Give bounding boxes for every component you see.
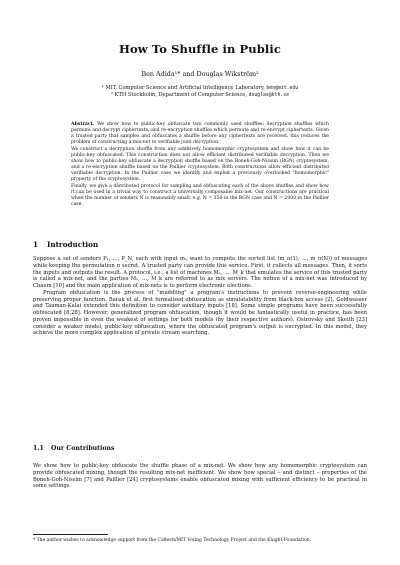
abstract-text: We show how to public-key obfuscate two commonly used shuffles: decryption shuffles which permute and decrypt ciphertexts, and re-encryption shuffles which permute and re-encrypt ciphertexts. Given a trusted party that samples and obfuscates a shuffle before any ciphertexts are received, this reduces the problem of constructing a mix-net to verifiable joint decryption.: [71, 122, 329, 146]
section-title: Introduction: [47, 240, 99, 249]
affiliation-2-email: douglas@kth.se: [248, 93, 290, 98]
introduction-body: [33, 256, 367, 337]
contributions-body: [33, 463, 367, 490]
abstract-label: Abstract.: [71, 122, 95, 127]
affiliation-1-text: ¹ MIT, Computer Science and Artificial Intelligence Laboratory,: [101, 85, 265, 91]
paper-title: How To Shuffle in Public: [119, 42, 281, 56]
body-paragraph: Suppose a set of senders P₁, ..., P_N, each with input mᵢ, want to compute the sorted list (m_π(1), ..., m_π(N)) of messages while keeping the permutation π secret. A trusted party can provide this service. First, it collects all messages. Then, it sorts the inputs and outputs the result. A protocol, i.e., a list of machines M₁, ..., M_k that emulates the service of this trusted party is called a mix-net, and the parties M₁, ..., M_k are referred to as mix servers. The notion of a mix-net was introduced by Chaum [10] and the main application of mix-nets is to perform electronic elections.: [33, 256, 367, 289]
affiliation-2: [0, 92, 400, 100]
affiliation-2-text: ² KTH Stockholm, Department of Computer Science,: [110, 92, 247, 98]
affiliation-1-email: ben@mit.edu: [266, 86, 299, 91]
body-paragraph: Program obfuscation is the process of "muddling" a program's instructions to prevent reverse-engineering while preserving proper function. Barak et al. first formalized obfuscation as simulatability from black-box access [2]. Goldwasser and Tauman-Kalai extended this definition to consider auxiliary inputs [18]. Some simple programs have been successfully obfuscated [8,28]. However, generalized program obfuscation, though it would be fantastically useful in practice, has been proven impossible in even the weakest of settings for both models (by their respective authors). Ostrovsky and Skeith [23] consider a weaker model, public-key obfuscation, where the obfuscated program's output is encrypted. In this model, they achieve the more complex application of private stream searching.: [33, 289, 367, 337]
subsection-heading: [33, 445, 114, 452]
subsection-number: 1.1: [33, 445, 44, 452]
paper-authors: Ben Adida¹* and Douglas Wikström²: [141, 70, 259, 78]
body-paragraph: We show how to public-key obfuscate the shuffle phase of a mix-net. We show how any homomorphic cryptosystem can provide obfuscated mixing, though the resulting mix-net inefficient. We show how special – and distinct – properties of the Boneh-Goh-Nissim [7] and Paillier [24] cryptosystems enable obfuscated mixing with sufficient efficiency to be practical in some settings.: [33, 463, 367, 490]
abstract-paragraph: We construct a decryption shuffle from any additively homomorphic cryptosystem and show how it can be public-key obfuscated. This construction does not allow efficient distributed verifiable decryption. Then we show how to public-key obfuscate a decryption shuffle based on the Boneh-Goh-Nissim (BGN) cryptosystem, and a re-encryption shuffle based on the Paillier cryptosystem. Both constructions allow efficient distributed verifiable decryption. In the Paillier case we identify and exploit a previously overlooked "homomorphic" property of the cryptosystem.: [71, 146, 329, 183]
abstract: [71, 122, 329, 208]
footnote-rule: [33, 534, 108, 535]
section-number: 1: [33, 240, 39, 249]
abstract-paragraph: Finally, we give a distributed protocol for sampling and obfuscating each of the above shuffles and show how it can be used in a trivial way to construct a universally composable mix-net. Our constructions are practical when the number of senders N is reasonably small, e.g. N = 350 in the BGN case and N = 2000 in the Paillier case.: [71, 183, 329, 208]
section-heading: [33, 240, 98, 249]
footnote: * The author wishes to acknowledge support from the Caltech/MIT Voting Technology Project and the Knight Foundation.: [33, 538, 312, 543]
subsection-title: Our Contributions: [51, 445, 115, 452]
abstract-paragraph: [71, 122, 329, 147]
